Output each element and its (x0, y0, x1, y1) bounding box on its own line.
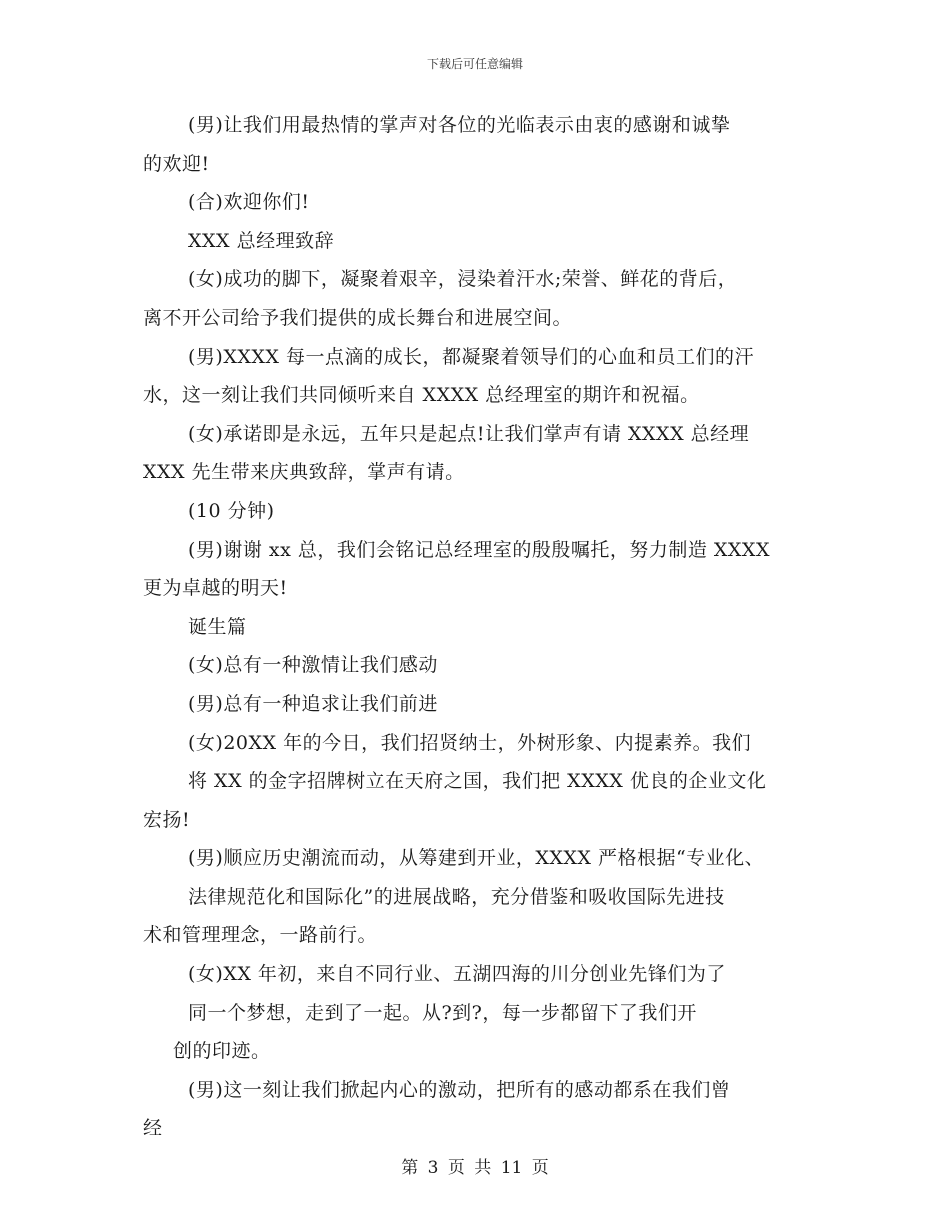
text-line: 创的印迹。 (173, 1040, 271, 1063)
text-line: (10 分钟) (188, 499, 275, 522)
text-line: (合)欢迎你们! (188, 191, 310, 214)
page-footer: 第 3 页 共 11 页 (401, 1158, 549, 1178)
text-line: (男)总有一种追求让我们前进 (188, 692, 438, 715)
text-line: (男)XXXX 每一点滴的成长，都凝聚着领导们的心血和员工们的汗 (188, 345, 754, 368)
document-body (143, 106, 823, 1148)
text-line: (女)承诺即是永远，五年只是起点!让我们掌声有请 XXXX 总经理 (188, 422, 750, 445)
text-line: (女)XX 年初，来自不同行业、五湖四海的川分创业先锋们为了 (188, 963, 726, 986)
text-line: (男)让我们用最热情的掌声对各位的光临表示由衷的感谢和诚挚 (188, 114, 731, 136)
text-line: (女)成功的脚下，凝聚着艰辛，浸染着汗水;荣誉、鲜花的背后， (188, 268, 738, 291)
text-line: 宏扬! (143, 808, 191, 831)
text-line: 离不开公司给予我们提供的成长舞台和进展空间。 (143, 306, 573, 329)
text-line: (男)顺应历史潮流而动，从筹建到开业，XXXX 严格根据“专业化、 (188, 847, 765, 870)
text-line: (男)这一刻让我们掀起内心的激动，把所有的感动都系在我们曾 (188, 1078, 731, 1101)
text-line: 的欢迎! (143, 152, 210, 175)
text-line: (女)20XX 年的今日，我们招贤纳士，外树形象、内提素养。我们 (188, 731, 752, 754)
text-line: 法律规范化和国际化”的进展战略，充分借鉴和吸收国际先进技 (188, 885, 725, 908)
text-line: 术和管理理念，一路前行。 (143, 924, 378, 947)
text-line: 经 (143, 1117, 163, 1140)
section-heading: 诞生篇 (188, 615, 247, 638)
text-line: 同一个梦想，走到了一起。从?到?，每一步都留下了我们开 (188, 1001, 697, 1024)
text-line: 将 XX 的金字招牌树立在天府之国，我们把 XXXX 优良的企业文化 (188, 770, 767, 793)
text-line: (男)谢谢 xx 总，我们会铭记总经理室的殷殷嘱托，努力制造 XXXX (188, 538, 770, 561)
text-line: 水，这一刻让我们共同倾听来自 XXXX 总经理室的期许和祝福。 (143, 384, 700, 407)
text-line: XXX 总经理致辞 (188, 229, 335, 252)
text-line: (女)总有一种激情让我们感动 (188, 654, 438, 677)
text-line: XXX 先生带来庆典致辞，掌声有请。 (143, 461, 465, 484)
page-header: 下载后可任意编辑 (426, 57, 523, 71)
text-line: 更为卓越的明天! (143, 577, 288, 600)
